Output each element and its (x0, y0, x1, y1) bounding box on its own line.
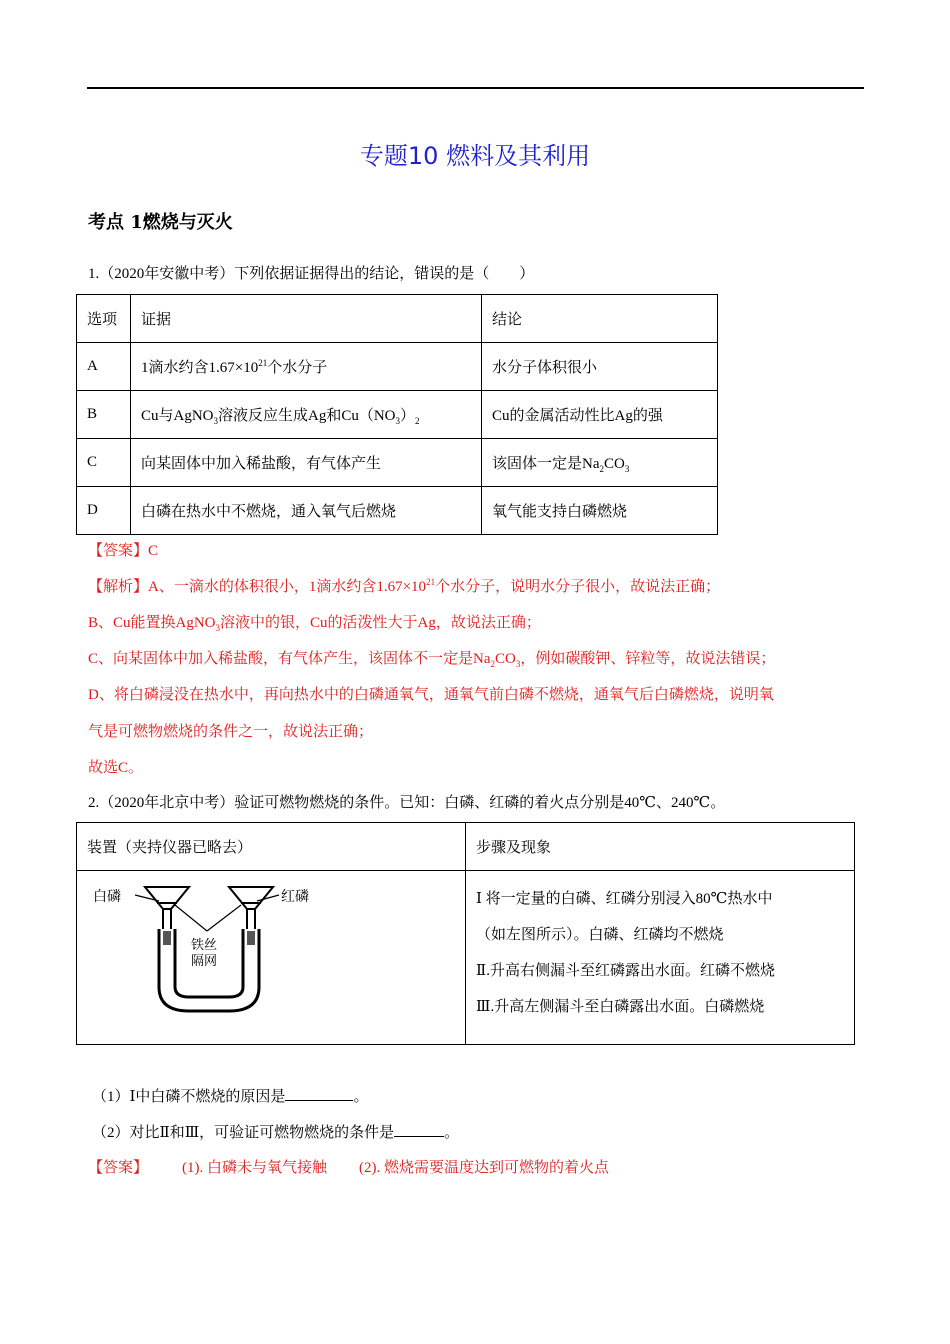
row-conclusion: 氧气能支持白磷燃烧 (482, 487, 718, 535)
q1-analysis-final: 故选C。 (88, 760, 144, 776)
table-row (77, 487, 718, 535)
step-line: Ⅰ 将一定量的白磷、红磷分别浸入80℃热水中 (476, 891, 773, 907)
row-conclusion: 水分子体积很小 (482, 343, 718, 391)
row-evidence: Cu与AgNO$_3$溶液反应生成Ag和$Cu(NO_3)_2$ (131, 391, 482, 439)
question-2-table (76, 822, 855, 1045)
row-evidence: 白磷在热水中不燃烧，通入氧气后燃烧 (131, 487, 482, 535)
header-option: 选项 (77, 295, 131, 343)
table-row (77, 343, 718, 391)
label-iron-wire: 铁丝 (191, 938, 218, 953)
table-header-row (77, 295, 718, 343)
row-conclusion: Cu的金属活动性比Ag的强 (482, 391, 718, 439)
row-option: A (77, 343, 131, 391)
header-steps: 步骤及现象 (466, 823, 855, 871)
table-row (77, 439, 718, 487)
row-conclusion: 该固体一定是$Na_2CO_3$ (482, 439, 718, 487)
row-evidence: 1滴水约含$1.67\times 10^{21}$个水分子 (131, 343, 482, 391)
top-rule (87, 87, 864, 89)
q2-sub2: （2）对比Ⅱ和Ⅲ，可验证可燃物燃烧的条件是 。 (92, 1125, 460, 1141)
page-title: 专题10 燃料及其利用 (359, 142, 591, 170)
apparatus-cell (77, 871, 466, 1045)
label-white-phosphorus: 白磷 (93, 889, 121, 905)
answer-blank-2[interactable] (394, 1136, 444, 1137)
left-funnel (145, 887, 189, 909)
step-line: （如左图所示）。白磷、红磷均不燃烧 (476, 927, 724, 943)
table-header-row (77, 823, 855, 871)
step-line: Ⅲ.升高左侧漏斗至白磷露出水面。白磷燃烧 (476, 999, 765, 1015)
steps-cell (466, 871, 855, 1045)
header-apparatus: 装置（夹持仪器已略去） (77, 823, 466, 871)
answer-blank-1[interactable] (285, 1100, 353, 1101)
apparatus-figure (89, 879, 369, 1039)
label-red-phosphorus: 红磷 (281, 889, 309, 905)
table-row (77, 871, 855, 1045)
q1-analysis-a: 【解析】A、一滴水的体积很小，1滴水约含$1.67\times 10^{21}$个水分子，说明水分子很小，故说法正确； (88, 577, 721, 595)
header-evidence: 证据 (131, 295, 482, 343)
q1-analysis-d2: 气是可燃物燃烧的条件之一，故说法正确； (88, 724, 374, 740)
question-2-stem: 2.（2020年北京中考）验证可燃物燃烧的条件。已知：白磷、红磷的着火点分别是40℃、240℃。 (88, 795, 726, 811)
q2-answer: 【答案】 (1). 白磷未与氧气接触 (2). 燃烧需要温度达到可燃物的着火点 (88, 1160, 610, 1176)
q1-analysis-b: B、Cu能置换AgNO$_3$溶液中的银，Cu的活泼性大于Ag，故说法正确； (88, 615, 541, 633)
row-option: C (77, 439, 131, 487)
row-option: B (77, 391, 131, 439)
row-option: D (77, 487, 131, 535)
q1-analysis-c: C、向某固体中加入稀盐酸，有气体产生，该固体不一定是$Na_2CO_3$，例如碳酸钾、锌粒等，故说法错误； (88, 651, 776, 669)
step-line: Ⅱ.升高右侧漏斗至红磷露出水面。红磷不燃烧 (476, 963, 775, 979)
q2-sub1: （1）Ⅰ中白磷不燃烧的原因是 。 (92, 1089, 369, 1105)
right-glass-joint (247, 931, 255, 945)
left-glass-joint (163, 931, 171, 945)
section-heading: 考点 1燃烧与灭火 (88, 212, 233, 233)
question-1-table (76, 294, 718, 535)
q1-analysis-d1: D、将白磷浸没在热水中，再向热水中的白磷通氧气，通氧气前白磷不燃烧，通氧气后白磷燃烧，说明氧 (88, 687, 774, 703)
table-row (77, 391, 718, 439)
label-mesh: 隔网 (191, 954, 218, 969)
header-conclusion: 结论 (482, 295, 718, 343)
q1-answer: 【答案】C (88, 543, 159, 559)
question-1-stem: 1.（2020年安徽中考）下列依据证据得出的结论，错误的是（ ） (88, 266, 535, 282)
row-evidence: 向某固体中加入稀盐酸，有气体产生 (131, 439, 482, 487)
